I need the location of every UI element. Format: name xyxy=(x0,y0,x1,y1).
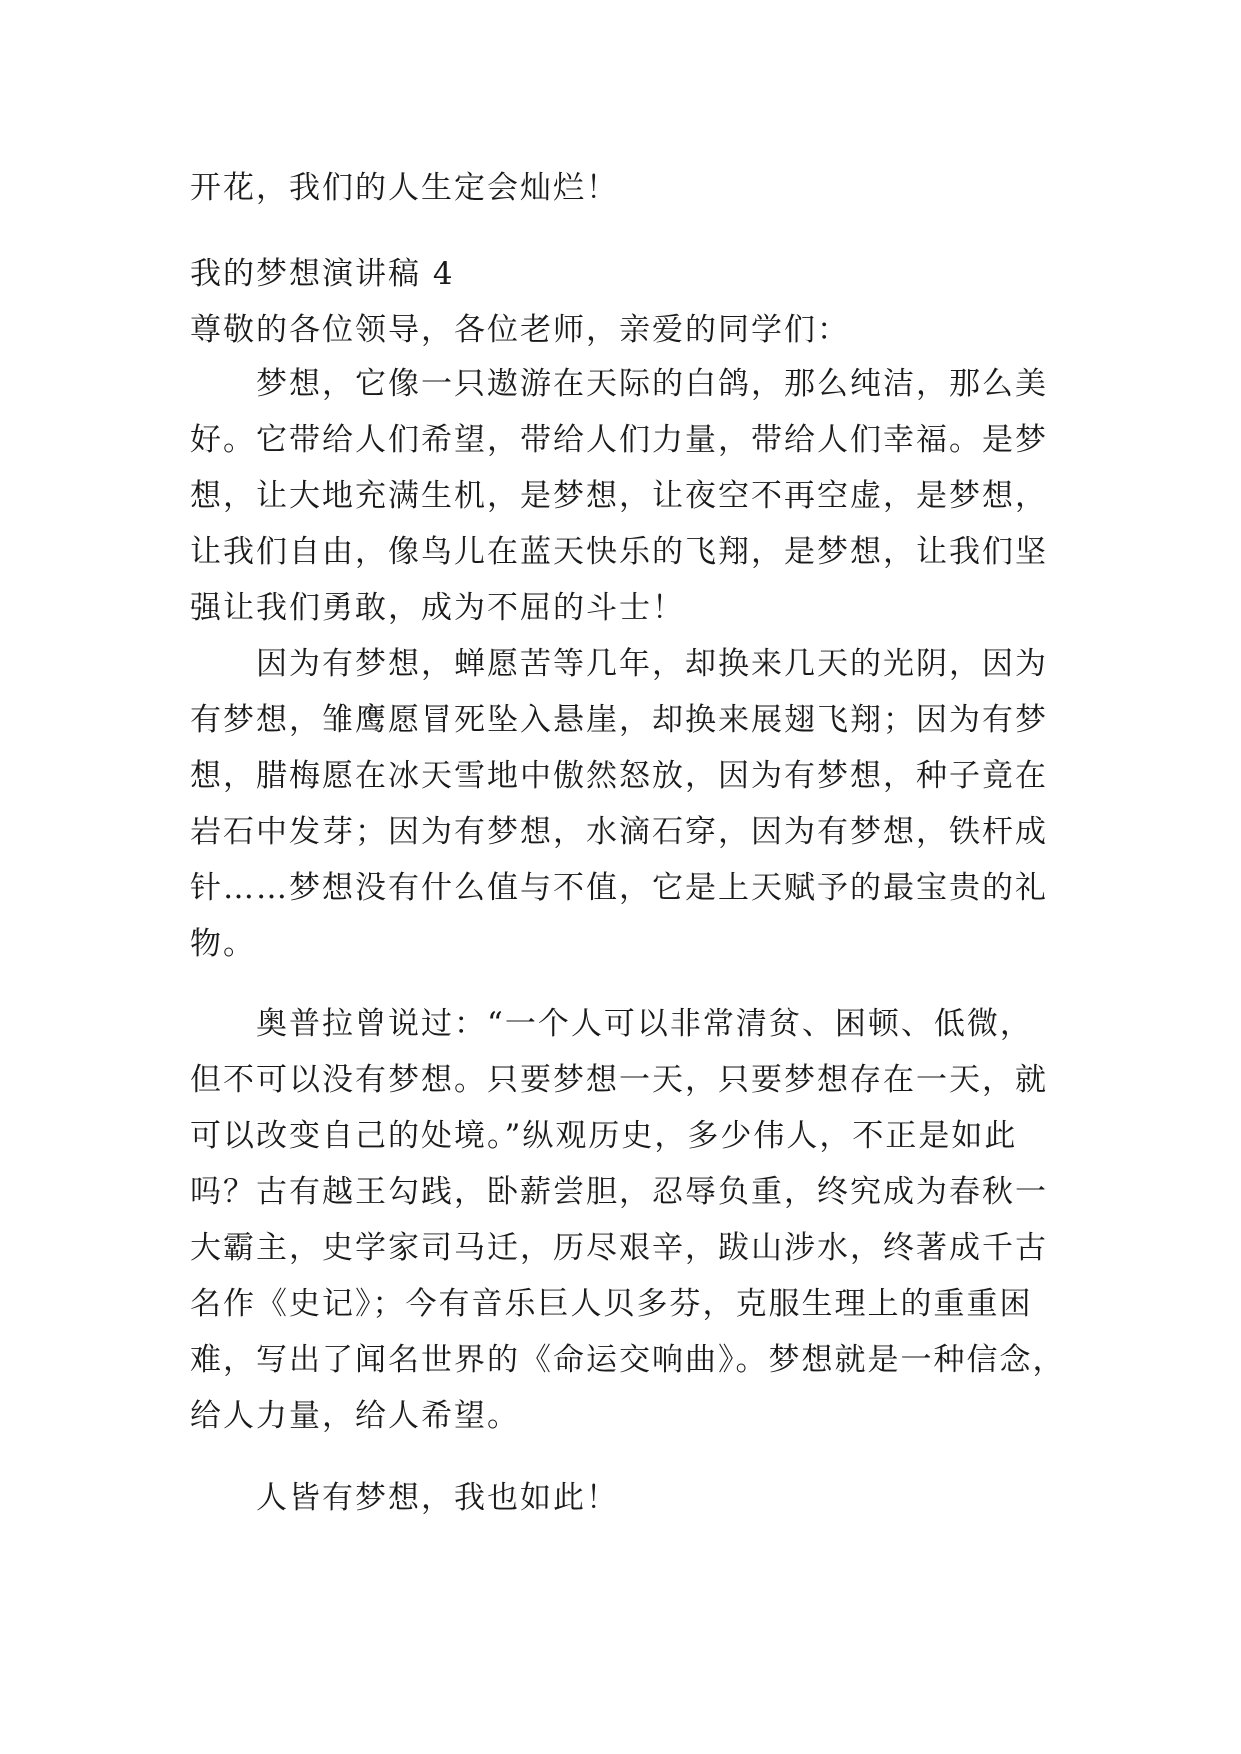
greeting: 尊敬的各位领导，各位老师，亲爱的同学们： xyxy=(190,312,850,348)
paragraph-2-line-2: 有梦想，雏鹰愿冒死坠入悬崖，却换来展翅飞翔；因为有梦 xyxy=(190,702,1048,738)
paragraph-3-line-8: 给人力量，给人希望。 xyxy=(190,1398,520,1434)
paragraph-2-line-3: 想，腊梅愿在冰天雪地中傲然怒放，因为有梦想，种子竟在 xyxy=(190,758,1048,794)
paragraph-3-line-5: 大霸主，史学家司马迁，历尽艰辛，跋山涉水，终著成千古 xyxy=(190,1230,1048,1266)
paragraph-1-line-3: 想，让大地充满生机，是梦想，让夜空不再空虚，是梦想， xyxy=(190,478,1048,514)
paragraph-2-line-1: 因为有梦想，蝉愿苦等几年，却换来几天的光阴，因为 xyxy=(256,646,1048,682)
paragraph-1-line-1: 梦想，它像一只遨游在天际的白鸽，那么纯洁，那么美 xyxy=(256,366,1048,402)
paragraph-3-line-7: 难，写出了闻名世界的《命运交响曲》。梦想就是一种信念， xyxy=(190,1342,1066,1378)
paragraph-3-line-2: 但不可以没有梦想。只要梦想一天，只要梦想存在一天，就 xyxy=(190,1062,1048,1098)
paragraph-2-line-5: 针……梦想没有什么值与不值，它是上天赋予的最宝贵的礼 xyxy=(190,870,1048,906)
paragraph-3-line-1: 奥普拉曾说过：“一个人可以非常清贫、困顿、低微， xyxy=(256,1006,1033,1042)
paragraph-1-line-2: 好。它带给人们希望，带给人们力量，带给人们幸福。是梦 xyxy=(190,422,1048,458)
paragraph-2-line-4: 岩石中发芽；因为有梦想，水滴石穿，因为有梦想，铁杆成 xyxy=(190,814,1048,850)
paragraph-3-line-4: 吗？古有越王勾践，卧薪尝胆，忍辱负重，终究成为春秋一 xyxy=(190,1174,1048,1210)
paragraph-1-line-5: 强让我们勇敢，成为不屈的斗士！ xyxy=(190,590,685,626)
previous-section-ending: 开花，我们的人生定会灿烂！ xyxy=(190,170,619,206)
paragraph-4-line-1: 人皆有梦想，我也如此！ xyxy=(256,1480,619,1516)
section-title: 我的梦想演讲稿 4 xyxy=(190,256,455,292)
paragraph-1-line-4: 让我们自由，像鸟儿在蓝天快乐的飞翔，是梦想，让我们坚 xyxy=(190,534,1048,570)
paragraph-2-line-6: 物。 xyxy=(190,926,256,962)
paragraph-3-line-6: 名作《史记》；今有音乐巨人贝多芬，克服生理上的重重困 xyxy=(190,1286,1033,1322)
paragraph-3-line-3: 可以改变自己的处境。”纵观历史，多少伟人，不正是如此 xyxy=(190,1118,1018,1154)
